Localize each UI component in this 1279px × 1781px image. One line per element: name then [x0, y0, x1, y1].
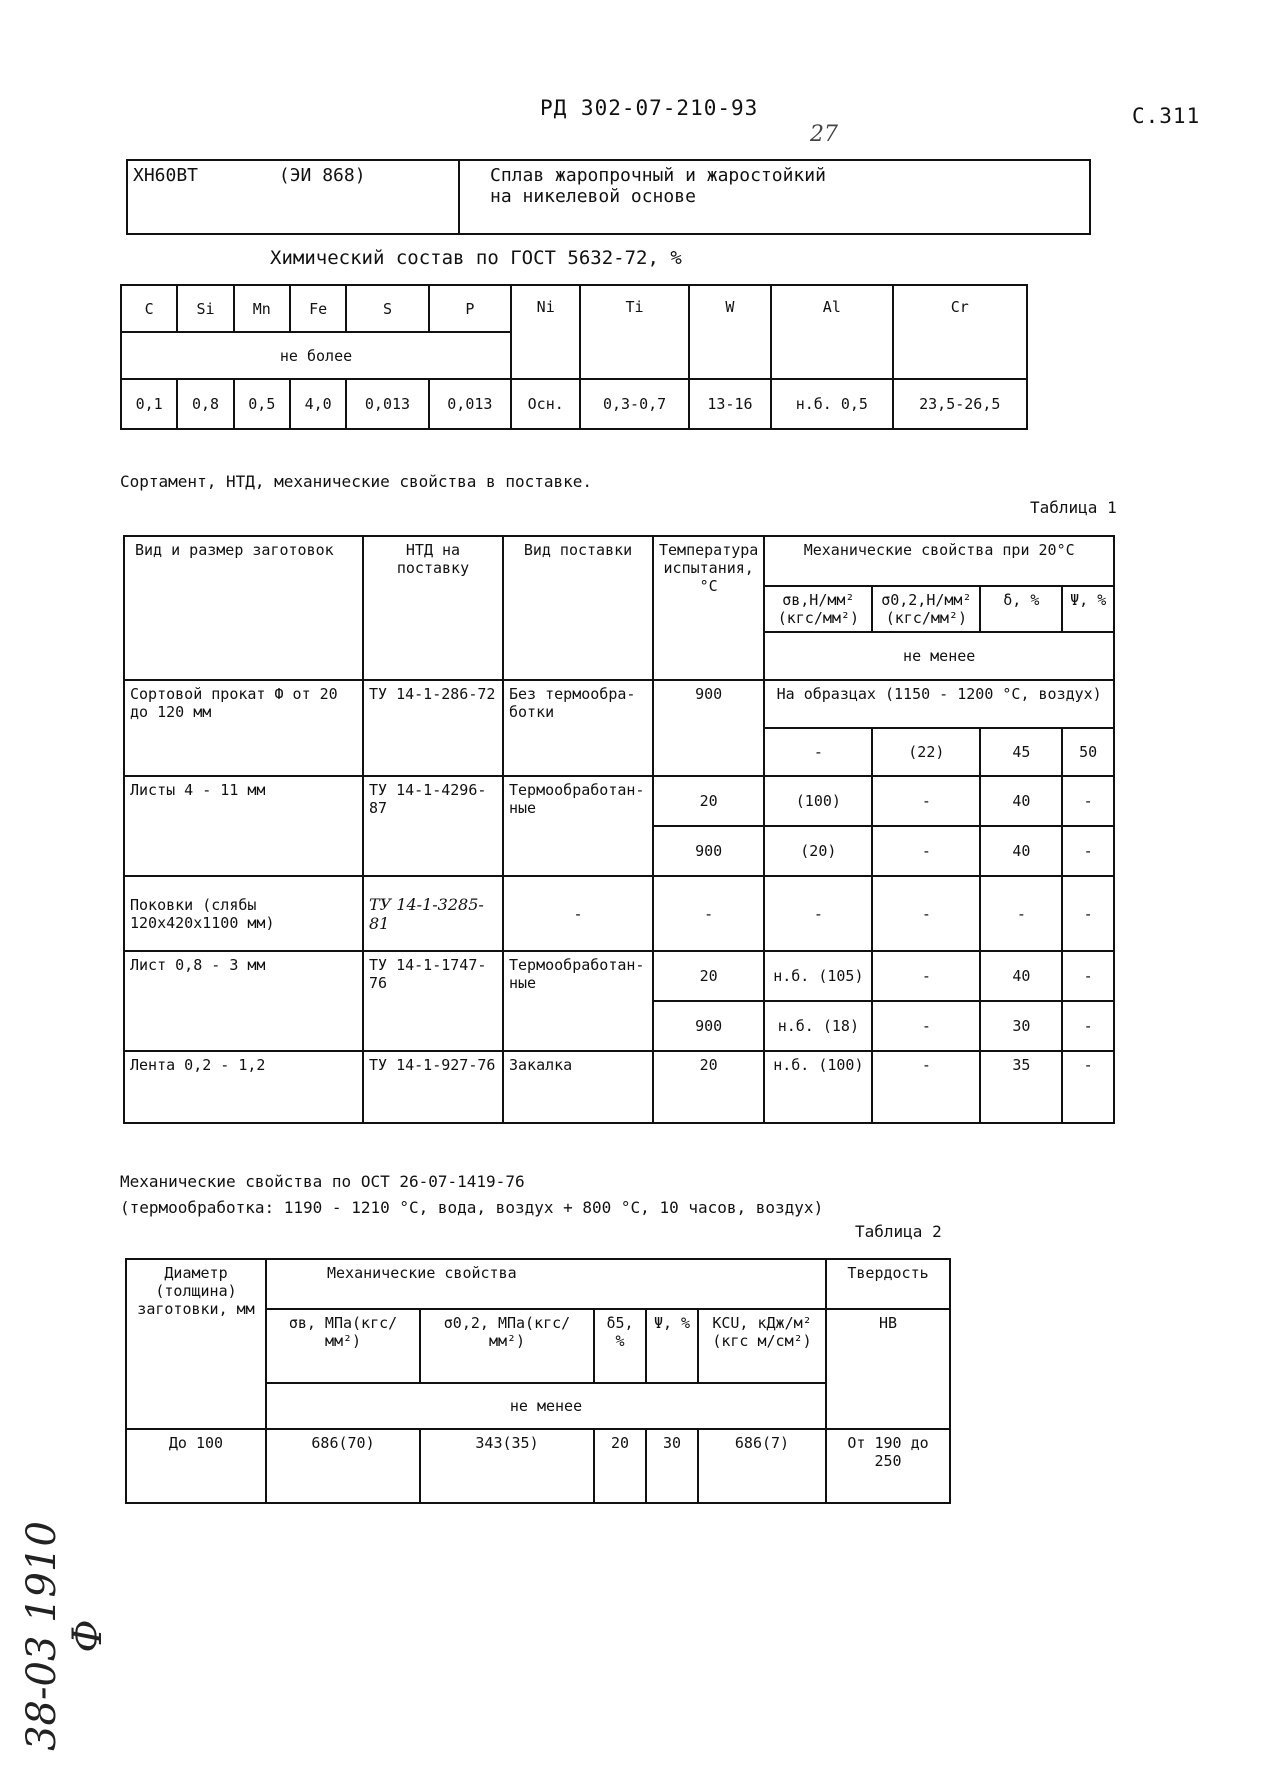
- t1-row2b-psi: -: [1062, 826, 1114, 876]
- element-cr: Cr: [893, 285, 1027, 379]
- t1-row4a-sb: н.б. (105): [764, 951, 872, 1001]
- t1-row4-ntd: ТУ 14-1-1747-76: [363, 951, 503, 1051]
- t2-header-delta: δ5, %: [594, 1309, 646, 1383]
- value-cr: 23,5-26,5: [893, 379, 1027, 429]
- t1-row1-ntd: ТУ 14-1-286-72: [363, 680, 503, 776]
- t1-row1-d: 45: [980, 728, 1062, 776]
- value-fe: 4,0: [290, 379, 346, 429]
- description-line-2: на никелевой основе: [490, 186, 696, 207]
- composition-title: Химический состав по ГОСТ 5632-72, %: [270, 247, 682, 269]
- t1-row2a-psi: -: [1062, 776, 1114, 826]
- element-s: S: [346, 285, 428, 332]
- t2-psi: 30: [646, 1429, 698, 1503]
- value-w: 13-16: [689, 379, 771, 429]
- t1-row5-sb: н.б. (100): [764, 1051, 872, 1123]
- t1-row4a-temp: 20: [653, 951, 764, 1001]
- t2-header-psi: Ψ, %: [646, 1309, 698, 1383]
- description-line-1: Сплав жаропрочный и жаростойкий: [490, 165, 826, 186]
- table2-intro-2: (термообработка: 1190 - 1210 °С, вода, воздух + 800 °С, 10 часов, воздух): [120, 1198, 824, 1217]
- material-description: [459, 160, 1090, 234]
- page-number: С.311: [1132, 104, 1201, 128]
- t1-row3-sb: -: [764, 876, 872, 951]
- value-al: н.б. 0,5: [771, 379, 892, 429]
- value-ni: Осн.: [511, 379, 580, 429]
- t1-row2a-d: 40: [980, 776, 1062, 826]
- grade: ХН60ВТ: [133, 165, 199, 186]
- t1-row5-s02: -: [872, 1051, 980, 1123]
- t2-sb: 686(70): [266, 1429, 420, 1503]
- t2-header-hardness: Твердость: [826, 1259, 950, 1309]
- element-si: Si: [177, 285, 233, 332]
- t1-row1-s02: (22): [872, 728, 980, 776]
- t2-hb: От 190 до 250: [826, 1429, 950, 1503]
- value-s: 0,013: [346, 379, 428, 429]
- t1-row4b-s02: -: [872, 1001, 980, 1051]
- t1-row3-supply: -: [503, 876, 653, 951]
- value-mn: 0,5: [234, 379, 290, 429]
- t1-header-type: Вид и размер заготовок: [124, 536, 363, 680]
- t1-header-supply: Вид поставки: [503, 536, 653, 680]
- t1-row5-psi: -: [1062, 1051, 1114, 1123]
- t1-row3-temp: -: [653, 876, 764, 951]
- t2-header-diameter: Диаметр (толщина) заготовки, мм: [126, 1259, 266, 1429]
- t1-header-delta: δ, %: [980, 586, 1062, 632]
- t1-row4b-psi: -: [1062, 1001, 1114, 1051]
- composition-table: [120, 284, 1028, 430]
- t1-row4b-d: 30: [980, 1001, 1062, 1051]
- value-c: 0,1: [121, 379, 177, 429]
- t1-row2a-temp: 20: [653, 776, 764, 826]
- handwritten-mark: 27: [810, 122, 838, 147]
- t1-row4-supply: Термообработан- ные: [503, 951, 653, 1051]
- value-si: 0,8: [177, 379, 233, 429]
- material-box: [126, 159, 1091, 235]
- t2-header-mech: Механические свойства: [266, 1259, 826, 1309]
- t1-row1-psi: 50: [1062, 728, 1114, 776]
- table1-label: Таблица 1: [1030, 498, 1117, 517]
- element-c: C: [121, 285, 177, 332]
- t2-s02: 343(35): [420, 1429, 594, 1503]
- value-ti: 0,3-0,7: [580, 379, 688, 429]
- t2-header-sigma-b: σв, МПа(кгс/мм²): [266, 1309, 420, 1383]
- t2-header-hb: НВ: [826, 1309, 950, 1429]
- t1-row3-ntd: ТУ 14-1-3285-81: [363, 876, 503, 951]
- t1-header-ntd: НТД на поставку: [363, 536, 503, 680]
- t1-header-sigma-b: σв,Н/мм² (кгс/мм²): [764, 586, 872, 632]
- t1-row5-type: Лента 0,2 - 1,2: [124, 1051, 363, 1123]
- t1-header-psi: Ψ, %: [1062, 586, 1114, 632]
- t1-header-sigma-02: σ0,2,Н/мм² (кгс/мм²): [872, 586, 980, 632]
- t1-row4a-d: 40: [980, 951, 1062, 1001]
- value-p: 0,013: [429, 379, 511, 429]
- alt-grade: (ЭИ 868): [278, 165, 366, 186]
- t2-diameter: До 100: [126, 1429, 266, 1503]
- element-ni: Ni: [511, 285, 580, 379]
- element-mn: Mn: [234, 285, 290, 332]
- element-p: P: [429, 285, 511, 332]
- t1-header-temp: Температура испытания, °С: [653, 536, 764, 680]
- t1-row3-d: -: [980, 876, 1062, 951]
- t1-row5-temp: 20: [653, 1051, 764, 1123]
- t1-row4a-s02: -: [872, 951, 980, 1001]
- element-al: Al: [771, 285, 892, 379]
- table2: [125, 1258, 951, 1504]
- table1: [123, 535, 1115, 1124]
- t2-not-less: не менее: [266, 1383, 826, 1429]
- t2-header-kcu: KCU, кДж/м² (кгс м/см²): [698, 1309, 826, 1383]
- t2-d: 20: [594, 1429, 646, 1503]
- t1-row5-supply: Закалка: [503, 1051, 653, 1123]
- t1-row5-ntd: ТУ 14-1-927-76: [363, 1051, 503, 1123]
- table2-intro-1: Механические свойства по ОСТ 26-07-1419-76: [120, 1172, 525, 1191]
- t1-row1-supply: Без термообра- ботки: [503, 680, 653, 776]
- t1-row5-d: 35: [980, 1051, 1062, 1123]
- t1-row4b-sb: н.б. (18): [764, 1001, 872, 1051]
- t1-row4-type: Лист 0,8 - 3 мм: [124, 951, 363, 1051]
- t1-row2b-s02: -: [872, 826, 980, 876]
- t1-row2b-d: 40: [980, 826, 1062, 876]
- t1-row2a-s02: -: [872, 776, 980, 826]
- t1-row2-ntd: ТУ 14-1-4296-87: [363, 776, 503, 876]
- t1-row2b-sb: (20): [764, 826, 872, 876]
- table2-label: Таблица 2: [855, 1222, 942, 1241]
- t1-header-mech: Механические свойства при 20°С: [764, 536, 1114, 586]
- t1-row2a-sb: (100): [764, 776, 872, 826]
- element-fe: Fe: [290, 285, 346, 332]
- t2-kcu: 686(7): [698, 1429, 826, 1503]
- t1-row4b-temp: 900: [653, 1001, 764, 1051]
- t1-row1-type: Сортовой прокат Ф от 20 до 120 мм: [124, 680, 363, 776]
- element-ti: Ti: [580, 285, 688, 379]
- t1-row3-s02: -: [872, 876, 980, 951]
- t1-row1-note: На образцах (1150 - 1200 °С, воздух): [764, 680, 1114, 728]
- t1-row2b-temp: 900: [653, 826, 764, 876]
- t1-row1-temp: 900: [653, 680, 764, 776]
- table1-intro: Сортамент, НТД, механические свойства в поставке.: [120, 472, 593, 491]
- limit-note: не более: [121, 332, 511, 379]
- t1-not-less: не менее: [764, 632, 1114, 680]
- t1-row2-type: Листы 4 - 11 мм: [124, 776, 363, 876]
- element-w: W: [689, 285, 771, 379]
- t1-row2-supply: Термообработан- ные: [503, 776, 653, 876]
- t1-row4a-psi: -: [1062, 951, 1114, 1001]
- t1-row3-type: Поковки (слябы 120х420х1100 мм): [124, 876, 363, 951]
- t1-row1-sb: -: [764, 728, 872, 776]
- document-code: РД 302-07-210-93: [540, 96, 759, 120]
- margin-handwritten-note: 38-03 1910 Ф: [19, 1521, 111, 1751]
- material-grade-cell: [127, 160, 459, 234]
- t1-row3-psi: -: [1062, 876, 1114, 951]
- t2-header-sigma-02: σ0,2, МПа(кгс/мм²): [420, 1309, 594, 1383]
